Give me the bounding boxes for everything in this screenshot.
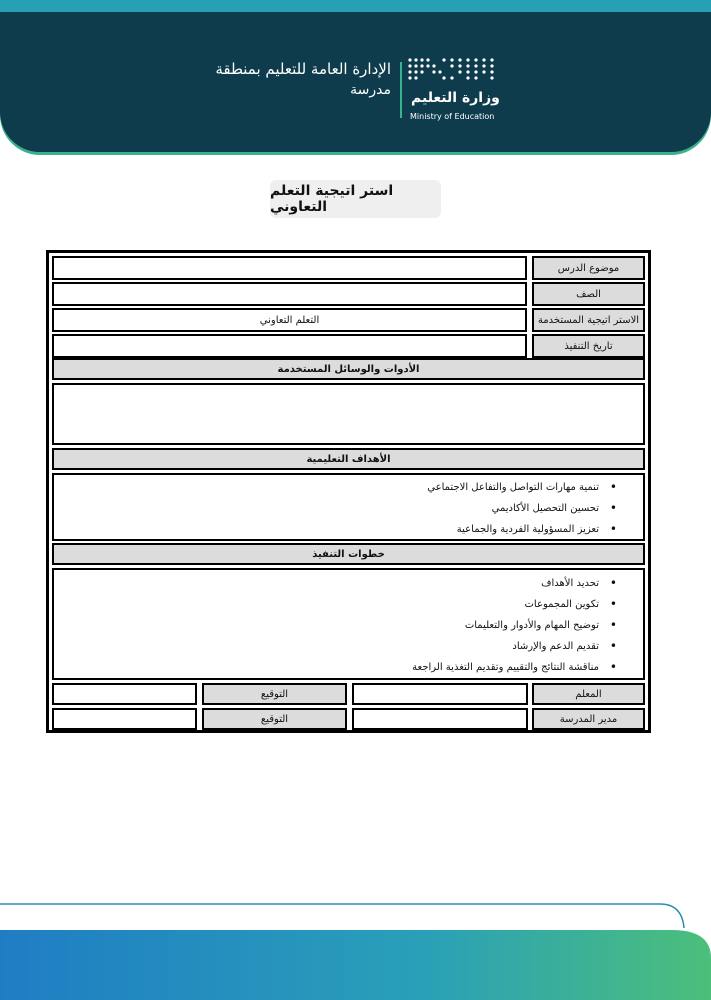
teacher-sign-value[interactable] bbox=[52, 683, 197, 705]
signature-row-teacher bbox=[52, 683, 645, 705]
step-item: • توضيح المهام والأدوار والتعليمات bbox=[54, 615, 643, 636]
step-item: • تحديد الأهداف bbox=[54, 573, 643, 594]
step-item: • تقديم الدعم والإرشاد bbox=[54, 636, 643, 657]
teacher-sign-label: التوقيع bbox=[202, 683, 347, 705]
field-row-date bbox=[52, 334, 645, 358]
objective-item: • تحسين التحصيل الأكاديمي bbox=[54, 498, 643, 519]
objectives-header: الأهداف التعليمية bbox=[52, 448, 645, 470]
field-row-grade bbox=[52, 282, 645, 306]
header-divider bbox=[400, 62, 402, 118]
steps-header-row bbox=[52, 543, 645, 565]
step-item: • تكوين المجموعات bbox=[54, 594, 643, 615]
objective-item: • تعزيز المسؤولية الفردية والجماعية bbox=[54, 519, 643, 540]
tools-header-row bbox=[52, 358, 645, 380]
grade-value[interactable] bbox=[52, 282, 527, 306]
objectives-header-row bbox=[52, 448, 645, 470]
teacher-label: المعلم bbox=[532, 683, 645, 705]
topic-value[interactable] bbox=[52, 256, 527, 280]
signature-row-principal bbox=[52, 708, 645, 730]
strategy-value[interactable]: التعلم التعاوني bbox=[52, 308, 527, 332]
steps-list bbox=[52, 568, 645, 680]
teacher-name-value[interactable] bbox=[352, 683, 528, 705]
school-line: مدرسة bbox=[350, 82, 391, 98]
date-label: تاريخ التنفيذ bbox=[532, 334, 645, 358]
footer-decoration bbox=[0, 900, 711, 1000]
principal-name-value[interactable] bbox=[352, 708, 528, 730]
principal-sign-value[interactable] bbox=[52, 708, 197, 730]
tools-content[interactable] bbox=[52, 383, 645, 445]
strategy-label: الاستر اتيجية المستخدمة bbox=[532, 308, 645, 332]
field-row-topic bbox=[52, 256, 645, 280]
principal-label: مدير المدرسة bbox=[532, 708, 645, 730]
header-banner bbox=[0, 0, 711, 152]
date-value[interactable] bbox=[52, 334, 527, 358]
objectives-list bbox=[52, 473, 645, 541]
principal-sign-label: التوقيع bbox=[202, 708, 347, 730]
admin-line: الإدارة العامة للتعليم بمنطقة bbox=[215, 60, 391, 78]
step-item: • مناقشة النتائج والتقييم وتقديم التغذية الراجعة bbox=[54, 657, 643, 678]
objective-item: • تنمية مهارات التواصل والتفاعل الاجتماعي bbox=[54, 477, 643, 498]
lesson-form bbox=[46, 250, 651, 733]
steps-header: خطوات التنفيذ bbox=[52, 543, 645, 565]
tools-header: الأدوات والوسائل المستخدمة bbox=[52, 358, 645, 380]
footer-band bbox=[0, 930, 711, 1000]
topic-label: موضوع الدرس bbox=[532, 256, 645, 280]
logo-arabic-text: وزارة التعليم bbox=[411, 90, 500, 106]
field-row-strategy bbox=[52, 308, 645, 332]
logo-english-text: Ministry of Education bbox=[410, 112, 495, 121]
footer-line bbox=[0, 904, 684, 928]
page-title: استر اتيجية التعلم التعاوني bbox=[270, 180, 441, 218]
grade-label: الصف bbox=[532, 282, 645, 306]
header-text bbox=[215, 58, 391, 100]
